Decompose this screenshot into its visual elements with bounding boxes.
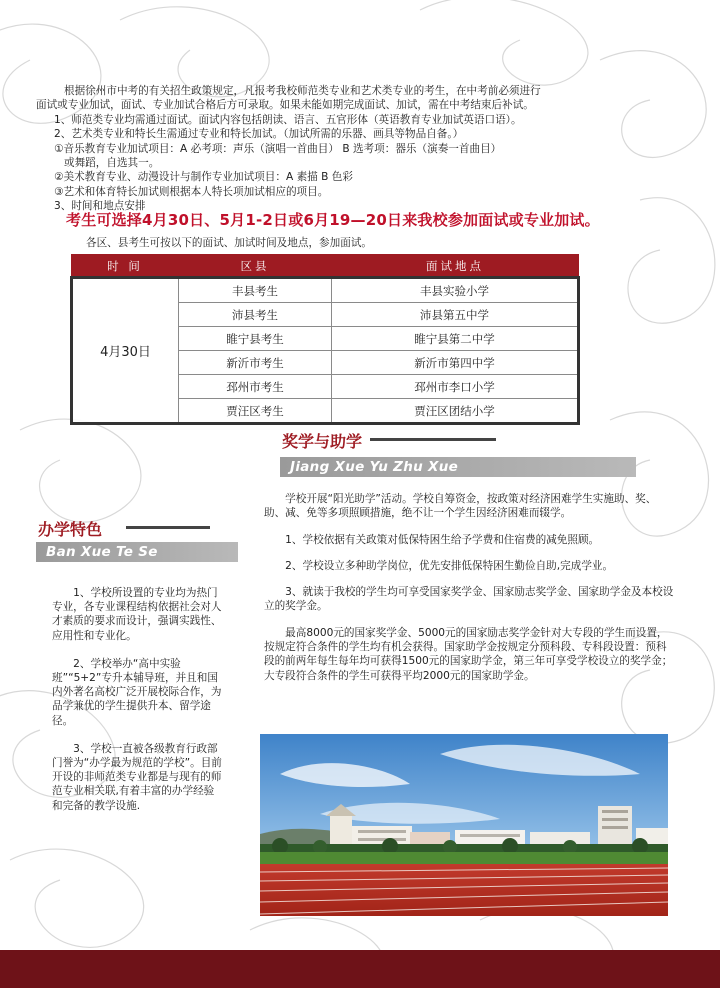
footer-band <box>0 950 720 988</box>
intro-item: 1、师范类专业均需通过面试。面试内容包括朗读、语言、五官形体（英语教育专业加试英语口语）。 <box>54 113 522 126</box>
admission-intro <box>36 84 684 214</box>
intro-line: 面试或专业加试，面试、专业加试合格后方可录取。如果未能如期完成面试、加试，需在中考结束后补试。 <box>36 99 534 112</box>
scholarship-paragraph: 学校开展“阳光助学”活动。学校自筹资金，按政策对经济困难学生实施助、奖、助、减、免等多项照顾措施，绝不让一个学生因经济困难而辍学。 <box>264 493 657 520</box>
location-cell: 丰县实验小学 <box>332 278 579 303</box>
title-divider-line <box>370 438 496 441</box>
scholarship-paragraph: 2、学校设立多种助学岗位，优先安排低保特困生勤俭自助,完成学业。 <box>264 559 614 572</box>
location-cell: 睢宁县第二中学 <box>332 327 579 351</box>
header-county: 区县 <box>179 255 332 278</box>
county-cell: 睢宁县考生 <box>179 327 332 351</box>
scholarship-paragraph: 3、就读于我校的学生均可享受国家奖学金、国家励志奖学金、国家助学金及本校设立的奖学金。 <box>264 586 674 613</box>
location-cell: 贾汪区团结小学 <box>332 399 579 424</box>
intro-item: ③艺术和体育特长加试则根据本人特长项加试相应的项目。 <box>54 185 329 198</box>
table-row <box>72 278 579 303</box>
county-cell: 新沂市考生 <box>179 351 332 375</box>
location-cell: 沛县第五中学 <box>332 303 579 327</box>
intro-item: 3、时间和地点安排 <box>54 200 146 213</box>
scholarship-section-title: 奖学与助学 <box>282 432 363 451</box>
location-cell: 邳州市李口小学 <box>332 375 579 399</box>
intro-line: 根据徐州市中考的有关招生政策规定，凡报考我校师范类专业和艺术类专业的考生，在中考前必须进行 <box>64 85 541 97</box>
features-paragraph: 3、学校一直被各级教育行政部门誉为“办学最为规范的学校”。目前开设的非师范类专业都是与现有的师范专业相关联,有着丰富的办学经验和完备的教学设施. <box>52 742 222 812</box>
intro-item: 或舞蹈，自选其一。 <box>64 157 160 170</box>
features-paragraph: 2、学校举办“高中实验班”“5+2”专升本辅导班，并且和国内外著名高校广泛开展校际合作，为品学兼优的学生提供升本、留学途径。 <box>52 657 222 727</box>
scholarship-paragraph: 1、学校依据有关政策对低保特困生给予学费和住宿费的减免照顾。 <box>264 533 600 546</box>
intro-item: 2、艺术类专业和特长生需通过专业和特长加试。（加试所需的乐器、画具等物品自备。） <box>54 128 464 141</box>
schedule-date: 4月30日 <box>72 278 179 424</box>
features-paragraph: 1、学校所设置的专业均为热门专业，各专业课程结构依据社会对人才素质的要求而设计，强调实践性、应用性和专业化。 <box>52 587 222 642</box>
features-text <box>52 586 224 827</box>
scholarship-pinyin: Jiang Xue Yu Zhu Xue <box>290 459 459 475</box>
schedule-note: 各区、县考生可按以下的面试、加试时间及地点，参加面试。 <box>86 237 373 249</box>
location-cell: 新沂市第四中学 <box>332 351 579 375</box>
features-pinyin: Ban Xue Te Se <box>46 544 158 560</box>
scholarship-paragraph: 最高8000元的国家奖学金、5000元的国家励志奖学金针对大专段的学生而设置，按规定符合条件的学生均有机会获得。国家助学金按规定分预科段、专科段设置：预科段的前两年每生每年均可获得1500元的国家助学金，第三年可享受学校设立的奖学金；大专段符合条件的学生可获得平均2000元的国家助学金。 <box>264 626 673 682</box>
intro-item: ②美术教育专业、动漫设计与制作专业加试项目：A 素描 B 色彩 <box>54 171 353 184</box>
intro-item: ①音乐教育专业加试项目：A 必考项：声乐（演唱一首曲目） B 选考项：器乐（演奏一首曲目） <box>54 142 502 155</box>
features-section-title: 办学特色 <box>38 520 103 539</box>
county-cell: 贾汪区考生 <box>179 399 332 424</box>
county-cell: 沛县考生 <box>179 303 332 327</box>
campus-track-photo <box>260 734 668 916</box>
table-header-row <box>72 255 579 278</box>
header-time: 时 间 <box>72 255 179 278</box>
county-cell: 丰县考生 <box>179 278 332 303</box>
scholarship-text <box>264 492 676 695</box>
title-divider-line <box>126 526 210 529</box>
exam-date-highlight: 考生可选择4月30日、5月1-2日或6月19—20日来我校参加面试或专业加试。 <box>66 211 600 229</box>
header-location: 面试地点 <box>332 255 579 278</box>
interview-schedule-table <box>70 254 580 425</box>
county-cell: 邳州市考生 <box>179 375 332 399</box>
